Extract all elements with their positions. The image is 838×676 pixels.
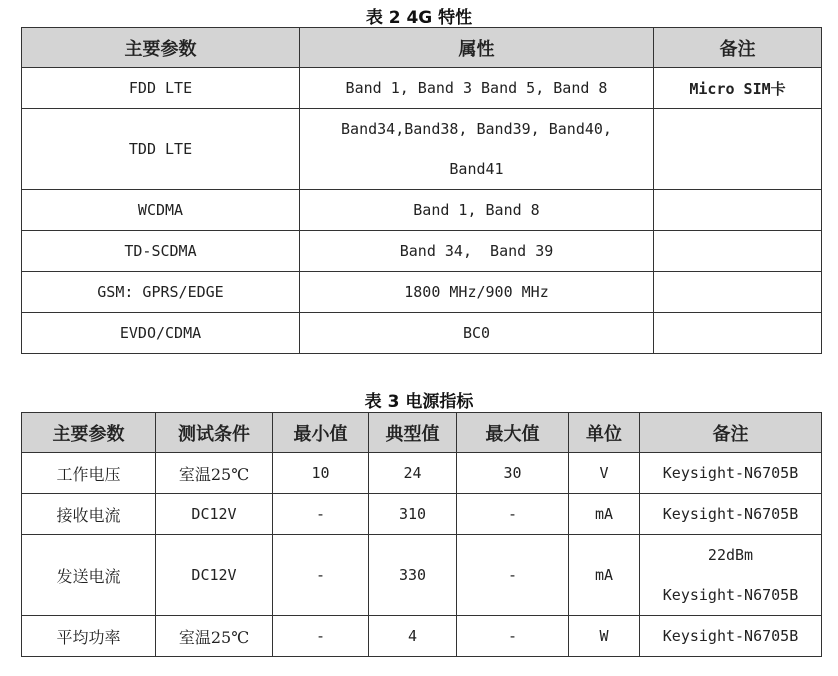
cell-attr: BC0 xyxy=(300,313,654,354)
cell-note xyxy=(654,272,822,313)
table-row xyxy=(22,68,822,109)
cell-note: Micro SIM卡 xyxy=(654,68,822,109)
cell-note xyxy=(654,109,822,190)
table-row xyxy=(22,231,822,272)
cell-param: FDD LTE xyxy=(22,68,300,109)
cell-note: Keysight-N6705B xyxy=(640,616,822,657)
cell-typ: 24 xyxy=(369,453,457,494)
cell-typ: 310 xyxy=(369,494,457,535)
cell-param: GSM: GPRS/EDGE xyxy=(22,272,300,313)
header-attr: 属性 xyxy=(300,28,654,68)
header-typ: 典型值 xyxy=(369,413,457,453)
cell-max: - xyxy=(457,616,569,657)
header-unit: 单位 xyxy=(569,413,640,453)
cell-attr xyxy=(300,109,654,190)
table-row xyxy=(22,313,822,354)
table-row xyxy=(22,535,822,616)
table-row xyxy=(22,272,822,313)
cell-param: EVDO/CDMA xyxy=(22,313,300,354)
cell-attr: Band 1, Band 8 xyxy=(300,190,654,231)
table3-caption: 表 3 电源指标 xyxy=(364,392,474,412)
cell-max: - xyxy=(457,494,569,535)
header-max: 最大值 xyxy=(457,413,569,453)
table-header-row xyxy=(22,413,822,453)
header-note: 备注 xyxy=(640,413,822,453)
cell-attr-line: Band34,Band38, Band39, Band40, xyxy=(341,120,612,138)
header-param: 主要参数 xyxy=(22,413,156,453)
table-row xyxy=(22,453,822,494)
cell-unit: mA xyxy=(569,494,640,535)
cell-note-line: 22dBm xyxy=(707,546,754,564)
table-row xyxy=(22,616,822,657)
cell-unit: V xyxy=(569,453,640,494)
header-cond: 测试条件 xyxy=(156,413,273,453)
table-header-row xyxy=(22,28,822,68)
power-spec-table xyxy=(21,412,822,657)
cell-cond: 室温25℃ xyxy=(156,616,273,657)
table-row xyxy=(22,109,822,190)
cell-cond: DC12V xyxy=(156,494,273,535)
header-param: 主要参数 xyxy=(22,28,300,68)
table-row xyxy=(22,190,822,231)
cell-max: - xyxy=(457,535,569,616)
cell-note: Keysight-N6705B xyxy=(640,453,822,494)
cell-param: 平均功率 xyxy=(22,616,156,657)
header-min: 最小值 xyxy=(273,413,369,453)
cell-note-line: Keysight-N6705B xyxy=(662,586,799,604)
cell-cond: 室温25℃ xyxy=(156,453,273,494)
cell-attr: Band 34, Band 39 xyxy=(300,231,654,272)
table2-caption: 表 2 4G 特性 xyxy=(365,8,473,28)
cell-note xyxy=(654,231,822,272)
cell-note xyxy=(640,535,822,616)
cell-attr: Band 1, Band 3 Band 5, Band 8 xyxy=(300,68,654,109)
table-row xyxy=(22,494,822,535)
cell-min: - xyxy=(273,616,369,657)
cell-unit: W xyxy=(569,616,640,657)
cell-param: 接收电流 xyxy=(22,494,156,535)
cell-param: WCDMA xyxy=(22,190,300,231)
cell-typ: 330 xyxy=(369,535,457,616)
cell-note xyxy=(654,313,822,354)
cell-param: TD-SCDMA xyxy=(22,231,300,272)
lte-features-table xyxy=(21,27,822,354)
cell-cond: DC12V xyxy=(156,535,273,616)
cell-param: 发送电流 xyxy=(22,535,156,616)
cell-note: Keysight-N6705B xyxy=(640,494,822,535)
cell-min: - xyxy=(273,494,369,535)
cell-unit: mA xyxy=(569,535,640,616)
cell-param: 工作电压 xyxy=(22,453,156,494)
cell-note xyxy=(654,190,822,231)
cell-min: - xyxy=(273,535,369,616)
cell-attr: 1800 MHz/900 MHz xyxy=(300,272,654,313)
cell-max: 30 xyxy=(457,453,569,494)
cell-attr-line: Band41 xyxy=(449,160,504,178)
header-note: 备注 xyxy=(654,28,822,68)
cell-min: 10 xyxy=(273,453,369,494)
cell-typ: 4 xyxy=(369,616,457,657)
cell-param: TDD LTE xyxy=(22,109,300,190)
